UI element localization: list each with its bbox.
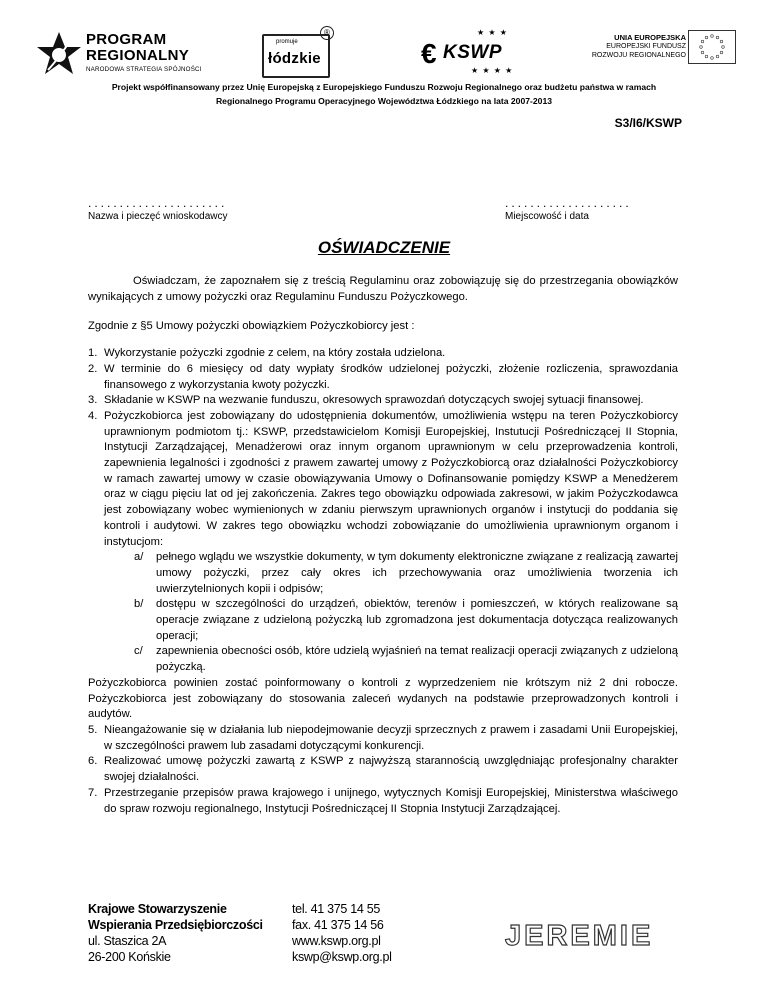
- header-logos: [36, 22, 736, 84]
- place-date-field[interactable]: ....................: [505, 196, 632, 210]
- control-notice-paragraph: Pożyczkobiorca powinien zostać poinformowany o kontroli z wyprzedzeniem nie krótszym niż 2 dni robocze. Pożyczkobiorca jest zobowiązany do stosowania zaleceń wydanych na podstawie przeprowadzonych kontroli i audytów.: [88, 676, 678, 721]
- footer-fax: fax. 41 375 14 56: [292, 918, 384, 932]
- sub-list-item-letter: a/: [134, 551, 144, 564]
- list-item: [88, 362, 678, 393]
- stars-icon: ★ ★ ★: [477, 28, 508, 37]
- intro-paragraph: Oświadczam, że zapoznałem się z treścią Regulaminu oraz zobowiązuję się do przestrzegania obowiązków wynikających z umowy pożyczki oraz Regulaminu Funduszu Pożyczkowego.: [88, 275, 678, 303]
- list-item-number: 4.: [88, 409, 98, 422]
- footer-contact: [292, 901, 392, 965]
- eu-logo-line3: ROZWOJU REGIONALNEGO: [591, 52, 686, 59]
- sub-list-item: [134, 550, 678, 597]
- star-icon: [36, 30, 82, 76]
- stars-icon: ★ ★ ★ ★: [471, 66, 514, 75]
- lodzkie-logo-small-text: promuje: [276, 39, 298, 45]
- jeremie-logo: JEREMIE: [505, 920, 654, 952]
- list-item-number: 6.: [88, 755, 98, 768]
- sub-list-item: [134, 597, 678, 644]
- eu-logo-line1: UNIA EUROPEJSKA: [614, 33, 686, 42]
- list-item-text: Pożyczkobiorca jest zobowiązany do udostępnienia dokumentów, umożliwienia wstępu na teren Pożyczkobiorcy uprawnionym podmiotom tj.: KSWP, przedstawicielom Komisji Europejskiej, Instutucji Pośredniczącej II Stopnia, Instytucji Zarządzającej, Menadżerowi oraz innym organom uprawnionym w celu przeprowadzenia kontroli, zapewnienia legalności i zgodności z prawem zawartej umowy z Pożyczkobiorcą oraz działalności Pożyczkobiorcy w ramach zawartej umowy w czasie obowiązywania Umowy o Dofinansowanie pomiędzy KSWP a Menedżerem oraz w ciągu pięciu lat od jej zakończenia. Zakres tego obowiązku odpowiada zakresowi, w jakim Pożyczkodawca jest zobowiązany wobec wymienionych w zdaniu pierwszym uprawnionych organów i instytucji do poddania się kontroli i audytowi. W zakres tego obowiązku wchodzi zobowiązanie do umożliwienia uprawnionym organom i instytucjom:: [104, 409, 678, 548]
- list-item: [88, 754, 678, 785]
- eu-logo-line2: EUROPEJSKI FUNDUSZ: [606, 43, 686, 50]
- registered-mark-icon: ®: [320, 26, 334, 40]
- footer-org-name-line1: Krajowe Stowarzyszenie: [88, 902, 227, 916]
- list-item-number: 1.: [88, 347, 98, 360]
- list-item-number: 7.: [88, 786, 98, 799]
- cofinancing-note: [0, 80, 768, 108]
- list-item-text: Składanie w KSWP na wezwanie funduszu, okresowych sprawozdań dotyczących swojej sytuacji finansowej.: [104, 394, 644, 407]
- kswp-logo-text: KSWP: [443, 42, 502, 63]
- sub-list-item-letter: c/: [134, 645, 143, 658]
- list-item: [88, 786, 678, 817]
- sub-list-item-text: dostępu w szczególności do urządzeń, obiektów, terenów i pomieszczeń, w których realizowane są operacje związane z udzieloną pożyczką lub zgromadzona jest dokumentacja dotycząca realizowanych operacji;: [156, 598, 678, 642]
- list-item-text: Przestrzeganie przepisów prawa krajowego i unijnego, wytycznych Komisji Europejskiej, Ministerstwa właściwego do spraw rozwoju regionalnego, Instytucji Pośredniczącej II Stopnia Instytucji Zarządzającej.: [104, 786, 678, 815]
- list-item-number: 5.: [88, 723, 98, 736]
- footer-website-link[interactable]: www.kswp.org.pl: [292, 934, 381, 948]
- lodzkie-logo-text: łódzkie: [268, 50, 321, 67]
- kswp-logo: [421, 28, 531, 78]
- footer-street: ul. Staszica 2A: [88, 934, 167, 948]
- list-item-text: Nieangażowanie się w działania lub niepodejmowanie decyzji sprzecznych z prawem i zasadami Unii Europejskiej, w szczególności prawem lub zasadami dotyczącymi konkurencji.: [104, 723, 678, 752]
- program-logo-line3: NARODOWA STRATEGIA SPÓJNOŚCI: [86, 66, 202, 73]
- list-item: [88, 723, 678, 754]
- footer-organization: [88, 901, 263, 965]
- program-regionalny-logo: [36, 28, 236, 78]
- obligations-lead: Zgodnie z §5 Umowy pożyczki obowiązkiem Pożyczkobiorcy jest :: [88, 320, 415, 333]
- eu-flag-icon: [688, 30, 736, 64]
- applicant-name-field[interactable]: ......................: [88, 196, 228, 210]
- cofinancing-line1: Projekt współfinansowany przez Unię Europejską z Europejskiego Funduszu Rozwoju Regionalnego oraz budżetu państwa w ramach: [111, 82, 657, 92]
- euro-icon: €: [421, 38, 437, 69]
- list-item-text: W terminie do 6 miesięcy od daty wypłaty środków udzielonej pożyczki, złożenie rozliczenia, sprawozdania finansowego z wykorzystania kwoty pożyczki.: [104, 362, 678, 391]
- page-title: OŚWIADCZENIE: [317, 238, 451, 257]
- declaration-body: [88, 274, 678, 817]
- footer-email-link[interactable]: kswp@kswp.org.pl: [292, 950, 392, 964]
- list-item: [88, 409, 678, 550]
- sub-list-item: [134, 644, 678, 675]
- cofinancing-line2: Regionalnego Programu Operacyjnego Województwa Łódzkiego na lata 2007-2013: [215, 96, 553, 106]
- sub-list-item-text: pełnego wglądu we wszystkie dokumenty, w tym dokumenty elektroniczne związane z realizacją zawartej umowy pożyczki, przez cały okres ich przechowywania oraz umożliwienia tworzenia ich uwierzytelnionych kopii i odpisów;: [156, 551, 678, 595]
- sub-list-item-text: zapewnienia obecności osób, które udzielą wyjaśnień na temat realizacji operacji związanych z udzieloną pożyczką.: [156, 645, 678, 674]
- program-logo-line1: PROGRAM: [86, 31, 167, 48]
- footer-city: 26-200 Końskie: [88, 950, 171, 964]
- document-signature: S3/I6/KSWP: [614, 116, 682, 130]
- list-item: [88, 346, 678, 362]
- list-item-number: 2.: [88, 362, 98, 375]
- eu-logo: [576, 30, 736, 80]
- applicant-name-label: Nazwa i pieczęć wnioskodawcy: [88, 211, 228, 222]
- list-item-number: 3.: [88, 394, 98, 407]
- list-item: [88, 393, 678, 409]
- list-item-text: Wykorzystanie pożyczki zgodnie z celem, na który została udzielona.: [104, 347, 446, 360]
- footer-org-name-line2: Wspierania Przedsiębiorczości: [88, 918, 263, 932]
- footer-phone: tel. 41 375 14 55: [292, 902, 381, 916]
- place-date-label: Miejscowość i data: [505, 211, 589, 222]
- program-logo-line2: REGIONALNY: [86, 47, 190, 64]
- lodzkie-logo: [262, 26, 334, 76]
- list-item-text: Realizować umowę pożyczki zawartą z KSWP z najwyższą starannością uwzględniając profesjonalny charakter swojej działalności.: [104, 755, 678, 784]
- sub-list-item-letter: b/: [134, 598, 144, 611]
